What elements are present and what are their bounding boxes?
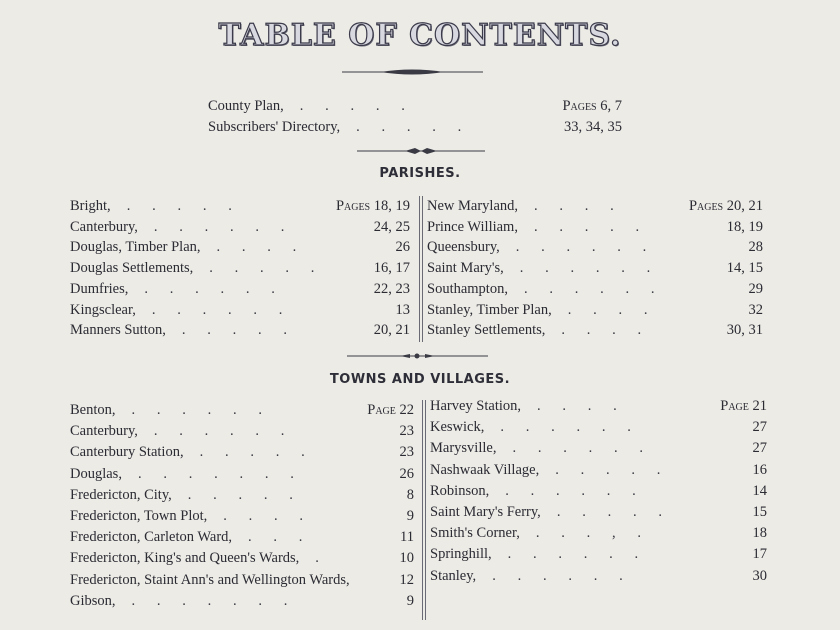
parishes-ornament <box>355 145 487 157</box>
toc-entry <box>70 237 410 257</box>
entry-leader-dots: . . . . . <box>187 486 293 503</box>
entry-label: Stanley, Timber Plan, <box>427 301 552 318</box>
toc-entry <box>430 396 767 416</box>
title-ornament <box>340 65 485 79</box>
entry-page-number: 10 <box>399 550 414 567</box>
entry-label: Fredericton, King's and Queen's Wards, <box>70 550 300 567</box>
entry-label: Stanley, <box>430 567 477 584</box>
entry-page-number: 30 <box>752 567 767 584</box>
entry-leader-dots: . . . . <box>537 398 617 414</box>
entry-page-number: 18, 19 <box>726 218 763 235</box>
entry-leader-dots: . . . . . . <box>144 280 275 297</box>
entry-label: Saint Mary's Ferry, <box>430 504 541 520</box>
toc-entry <box>70 464 414 484</box>
entry-leader-dots: . . . . . . <box>500 419 631 436</box>
entry-leader-dots: . . . . . . <box>131 402 263 418</box>
entry-page-number: 9 <box>406 592 414 609</box>
entry-label: Douglas, Timber Plan, <box>70 239 201 256</box>
entry-page-number: 18 <box>752 525 767 542</box>
entry-page-number: 14, 15 <box>726 260 763 277</box>
entry-page-number: 33, 34, 35 <box>564 119 622 135</box>
toc-entry <box>430 438 767 458</box>
toc-entry <box>70 548 414 568</box>
toc-entry <box>70 527 414 547</box>
entry-label: Fredericton, City, <box>70 486 172 503</box>
entry-page-number: Page 22 <box>367 402 414 418</box>
entry-page-number: 9 <box>406 508 414 524</box>
toc-entry <box>427 258 763 278</box>
toc-entry <box>70 279 410 299</box>
entry-leader-dots: . . . . . <box>126 198 232 214</box>
toc-entry <box>430 502 767 522</box>
toc-entry <box>430 544 767 564</box>
entry-page-number: 12 <box>399 571 414 588</box>
entry-page-number: 22, 23 <box>373 280 410 297</box>
toc-entry <box>70 320 410 340</box>
parishes-divider-2 <box>422 196 423 342</box>
toc-entry <box>427 217 763 237</box>
entry-label: Smith's Corner, <box>430 525 520 542</box>
entry-label: Bright, <box>70 198 111 214</box>
entry-leader-dots: . . . . . <box>199 444 305 461</box>
toc-entry <box>70 570 414 590</box>
entry-leader-dots: . . . . . <box>181 322 287 339</box>
entry-label: Keswick, <box>430 419 485 436</box>
entry-label: Fredericton, Staint Ann's and Wellington Wards, <box>70 571 350 588</box>
entry-label: Douglas, <box>70 465 122 482</box>
entry-page-number: Pages 18, 19 <box>335 198 410 214</box>
toc-entry <box>430 566 767 586</box>
entry-page-number: 32 <box>748 301 763 318</box>
entry-label: Subscribers' Directory, <box>208 119 341 135</box>
entry-page-number: 17 <box>752 546 767 563</box>
entry-leader-dots: . . . . <box>534 198 614 214</box>
entry-leader-dots: . . . . . . . <box>131 592 288 609</box>
entry-leader-dots: . . . . . . <box>519 260 651 277</box>
toc-entry <box>208 96 622 116</box>
toc-entry <box>427 196 763 216</box>
entry-page-number: Pages 20, 21 <box>688 198 763 214</box>
entry-page-number: 24, 25 <box>373 218 410 235</box>
toc-entry <box>70 485 414 505</box>
entry-page-number: 20, 21 <box>373 322 410 339</box>
entry-leader-dots: . . . . <box>216 239 297 256</box>
entry-label: Kingsclear, <box>70 301 136 318</box>
entry-label: Canterbury Station, <box>70 444 184 461</box>
toc-entry <box>208 117 622 137</box>
entry-leader-dots: . . . . . . <box>515 239 647 256</box>
entry-label: Southampton, <box>427 280 508 297</box>
entry-label: Benton, <box>70 402 116 418</box>
entry-page-number: 26 <box>395 239 410 256</box>
toc-entry <box>70 300 410 320</box>
toc-entry <box>430 481 767 501</box>
entry-label: Saint Mary's, <box>427 260 504 277</box>
entry-page-number: 27 <box>752 440 767 457</box>
entry-leader-dots: . . . . . <box>555 461 661 478</box>
entry-page-number: 14 <box>752 482 767 499</box>
toc-entry <box>70 258 410 278</box>
toc-entry <box>70 442 414 462</box>
entry-leader-dots: . . . . . <box>209 260 315 277</box>
entry-label: Harvey Station, <box>430 398 522 414</box>
entry-label: Stanley Settlements, <box>427 322 546 339</box>
entry-label: Springhill, <box>430 546 492 563</box>
entry-leader-dots: . . . . . . . <box>137 465 294 482</box>
towns-divider <box>422 400 423 620</box>
entry-page-number: 28 <box>748 239 763 256</box>
toc-entry <box>427 279 763 299</box>
entry-leader-dots: . . . . . . <box>151 301 283 318</box>
entry-label: Fredericton, Town Plot, <box>70 508 208 524</box>
entry-leader-dots: . . . . . . <box>523 280 655 297</box>
entry-page-number: 13 <box>395 301 410 318</box>
entry-label: Canterbury, <box>70 423 138 440</box>
entry-page-number: 29 <box>748 280 763 297</box>
towns-heading: TOWNS AND VILLAGES. <box>329 372 511 387</box>
entry-leader-dots: . . . . . . <box>153 423 285 440</box>
toc-entry <box>427 320 763 340</box>
entry-page-number: 16, 17 <box>373 260 410 277</box>
toc-entry <box>70 591 414 611</box>
entry-leader-dots: . . . . . . <box>492 567 623 584</box>
entry-leader-dots: . . . . . . <box>505 482 636 499</box>
entry-leader-dots: . . . . . <box>556 504 662 520</box>
entry-page-number: 11 <box>400 529 414 546</box>
toc-entry <box>70 196 410 216</box>
entry-leader-dots: . . . . . . <box>507 546 639 563</box>
entry-page-number: 23 <box>399 444 414 461</box>
towns-divider-2 <box>425 400 426 620</box>
toc-entry <box>430 417 767 437</box>
entry-leader-dots: . . . <box>248 529 303 546</box>
entry-page-number: Page 21 <box>720 398 767 414</box>
towns-ornament <box>345 350 490 362</box>
entry-label: Canterbury, <box>70 218 138 235</box>
toc-entry <box>427 237 763 257</box>
entry-page-number: Pages 6, 7 <box>562 98 622 114</box>
entry-leader-dots: . . . . <box>561 322 642 339</box>
entry-page-number: 27 <box>752 419 767 436</box>
entry-leader-dots: . <box>315 550 319 567</box>
page-title: TABLE OF CONTENTS. <box>218 18 622 53</box>
entry-label: New Maryland, <box>427 198 519 214</box>
parishes-heading: PARISHES. <box>379 166 461 181</box>
entry-leader-dots: . . . . . . <box>153 218 285 235</box>
entry-page-number: 30, 31 <box>726 322 763 339</box>
entry-leader-dots: . . . . <box>223 508 304 524</box>
toc-entry <box>427 300 763 320</box>
toc-entry <box>70 421 414 441</box>
entry-label: Manners Sutton, <box>70 322 166 339</box>
parishes-divider <box>419 196 420 342</box>
entry-leader-dots: . . . . <box>567 301 648 318</box>
toc-entry <box>430 523 767 543</box>
entry-label: County Plan, <box>208 98 284 114</box>
entry-label: Douglas Settlements, <box>70 260 194 277</box>
entry-leader-dots: . . . . . <box>533 218 640 235</box>
entry-page-number: 15 <box>752 504 767 520</box>
entry-label: Fredericton, Carleton Ward, <box>70 529 233 546</box>
toc-entry <box>70 217 410 237</box>
entry-page-number: 8 <box>406 486 414 503</box>
entry-label: Marysville, <box>430 440 497 457</box>
entry-page-number: 26 <box>399 465 414 482</box>
entry-label: Dumfries, <box>70 280 129 297</box>
entry-page-number: 23 <box>399 423 414 440</box>
entry-leader-dots: . . . . . . <box>512 440 643 457</box>
entry-leader-dots: . . . , . <box>535 525 641 542</box>
entry-page-number: 16 <box>752 461 767 478</box>
entry-label: Queensbury, <box>427 239 500 256</box>
entry-label: Robinson, <box>430 482 490 499</box>
entry-label: Nashwaak Village, <box>430 461 540 478</box>
entry-label: Gibson, <box>70 592 116 609</box>
toc-entry <box>70 400 414 420</box>
entry-leader-dots: . . . . . <box>299 98 405 114</box>
entry-label: Prince William, <box>427 218 518 235</box>
entry-leader-dots: . . . . . <box>356 119 462 135</box>
toc-entry <box>70 506 414 526</box>
toc-entry <box>430 460 767 480</box>
